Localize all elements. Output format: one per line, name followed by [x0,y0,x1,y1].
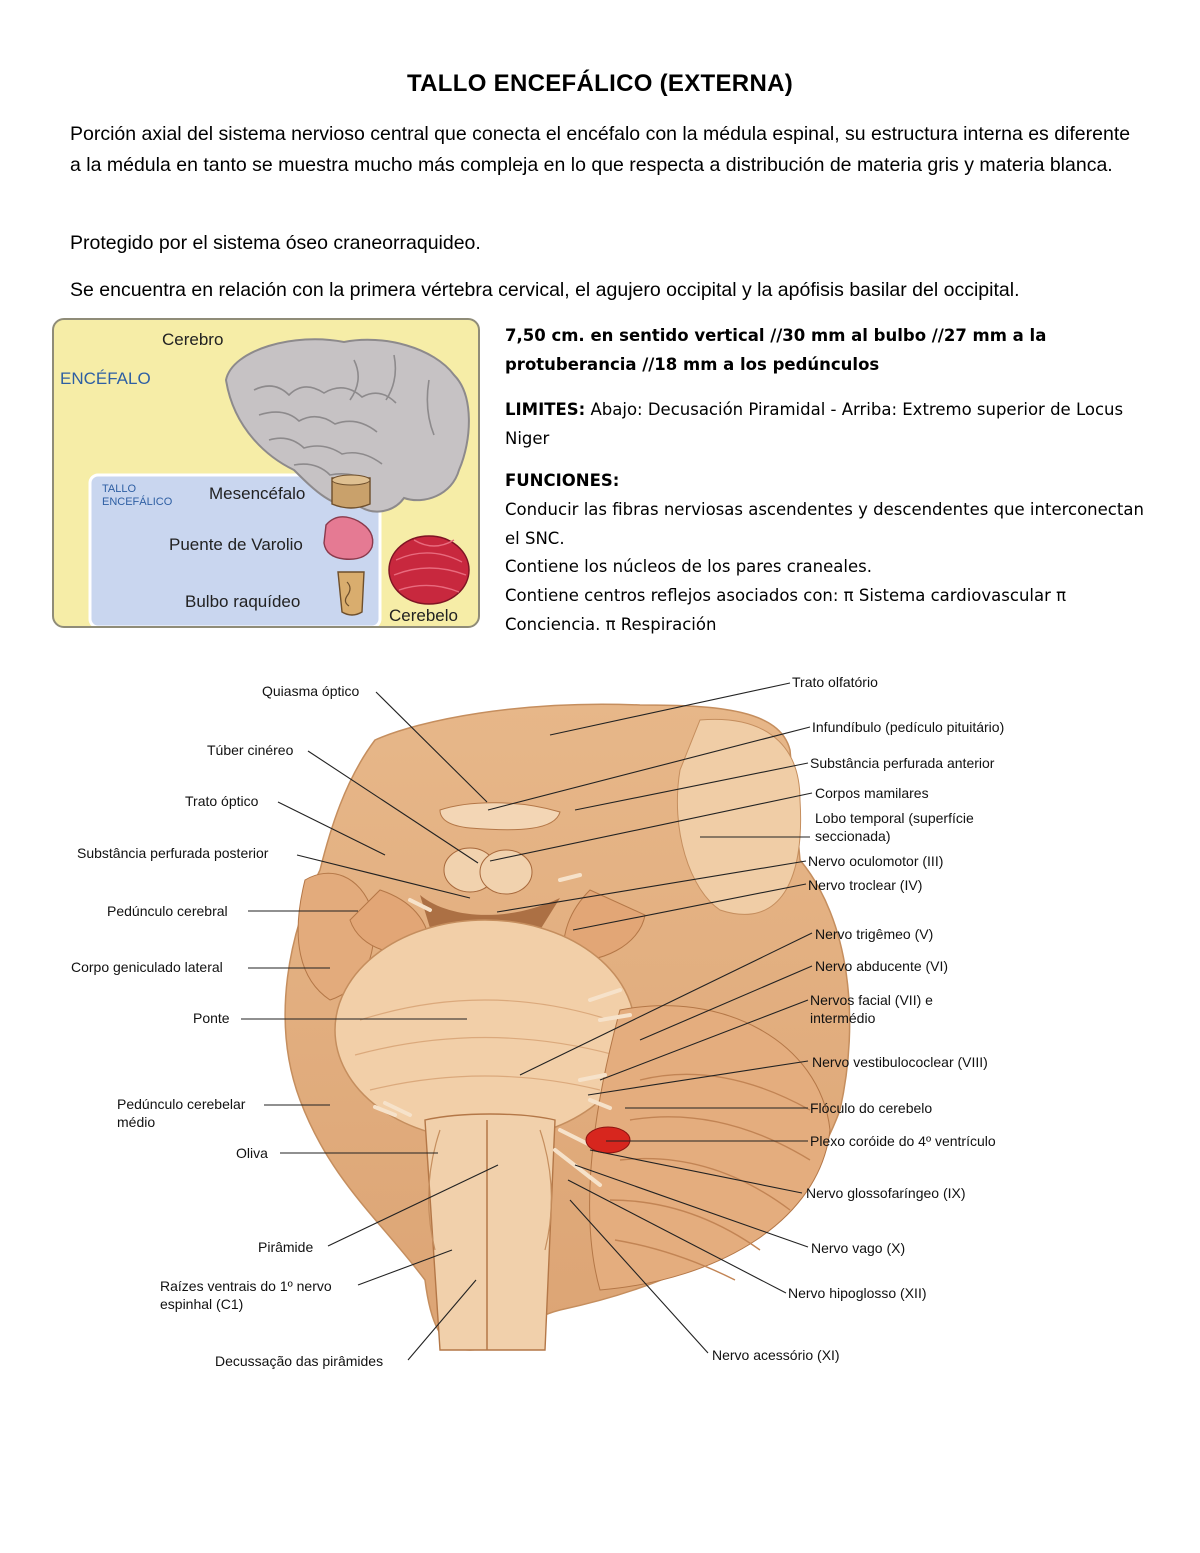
funcion-2: Contiene los núcleos de los pares craneales. [505,557,872,576]
label-corpos-mamilares: Corpos mamilares [815,785,929,801]
funciones-label: FUNCIONES: [505,471,620,490]
limites-block [505,396,1145,453]
label-decussacao-piramides: Decussação das pirâmides [215,1353,384,1369]
intro-paragraph: Porción axial del sistema nervioso central que conecta el encéfalo con la médula espinal, su estructura interna es diferente a la médula en tanto se muestra mucho más compleja en lo que respecta a distribución de materia gris y materia blanca. [70,123,1131,176]
page-title: TALLO ENCEFÁLICO (EXTERNA) [407,70,793,97]
funcion-1: Conducir las fibras nerviosas ascendentes y descendentes que interconectan el SNC. [505,500,1144,548]
encefalo-figure [52,318,480,628]
label-tuber-cinereo: Túber cinéreo [207,742,294,758]
bulbo-shape [338,572,364,615]
encefalo-label: ENCÉFALO [60,369,151,388]
tallo-label-line2: ENCEFÁLICO [102,496,173,508]
label-nervo-oculomotor: Nervo oculomotor (III) [808,853,944,869]
label-piramide: Pirâmide [258,1239,314,1255]
measures-text: 7,50 cm. en sentido vertical //30 mm al bulbo //27 mm a la protuberancia //18 mm a los pedúnculos [505,326,1047,374]
cerebelo-label: Cerebelo [389,606,458,625]
label-oliva: Oliva [236,1145,268,1161]
label-ponte: Ponte [193,1010,230,1026]
label-nervo-glossofaringeo: Nervo glossofaríngeo (IX) [806,1185,966,1201]
puente-label: Puente de Varolio [169,535,303,554]
label-raizes-ventrais-c1: Raízes ventrais do 1º nervo espinhal (C1) [160,1278,332,1312]
label-plexo-coroide: Plexo coróide do 4º ventrículo [810,1133,996,1149]
label-corpo-geniculado-lateral: Corpo geniculado lateral [71,959,223,975]
limites-label: LIMITES: [505,400,586,419]
brainstem-illustration [0,660,1200,1380]
label-quiasma-optico: Quiasma óptico [262,683,360,699]
label-nervo-acessorio: Nervo acessório (XI) [712,1347,840,1363]
label-nervo-troclear: Nervo troclear (IV) [808,877,923,893]
label-lobo-temporal: Lobo temporal (superfície seccionada) [815,810,974,844]
mesencefalo-label: Mesencéfalo [209,484,306,503]
label-trato-olfatorio: Trato olfatório [792,674,878,690]
label-substancia-perfurada-posterior: Substância perfurada posterior [77,845,269,861]
label-substancia-perfurada-anterior: Substância perfurada anterior [810,755,995,771]
label-nervo-abducente: Nervo abducente (VI) [815,958,949,974]
protection-paragraph: Protegido por el sistema óseo craneorraquideo. [70,232,481,254]
label-nervo-vago: Nervo vago (X) [811,1240,906,1256]
label-pedunculo-cerebelar-medio: Pedúnculo cerebelar médio [117,1096,246,1130]
label-nervo-hipoglosso: Nervo hipoglosso (XII) [788,1285,927,1301]
label-nervo-trigemeo: Nervo trigêmeo (V) [815,926,934,942]
label-nervo-vestibulococlear: Nervo vestibulococlear (VIII) [812,1054,988,1070]
label-floculo-cerebelo: Flóculo do cerebelo [810,1100,933,1116]
tallo-label-line1: TALLO [102,483,137,495]
label-pedunculo-cerebral: Pedúnculo cerebral [107,903,228,919]
tallo-label [102,483,172,509]
encefalo-illustration [54,320,480,628]
bulbo-label: Bulbo raquídeo [185,592,301,611]
cerebro-label: Cerebro [162,330,224,349]
limites-text: Abajo: Decusación Piramidal - Arriba: Extremo superior de Locus Niger [505,400,1124,448]
relation-paragraph: Se encuentra en relación con la primera vértebra cervical, el agujero occipital y la apófisis basilar del occipital. [70,279,1020,301]
label-nervos-facial-intermedio: Nervos facial (VII) e intermédio [810,992,933,1026]
funcion-3: Contiene centros reflejos asociados con: π Sistema cardiovascular π Conciencia. π Respiración [505,586,1067,634]
label-infundibulo: Infundíbulo (pedículo pituitário) [812,719,1005,735]
label-trato-optico: Trato óptico [185,793,259,809]
